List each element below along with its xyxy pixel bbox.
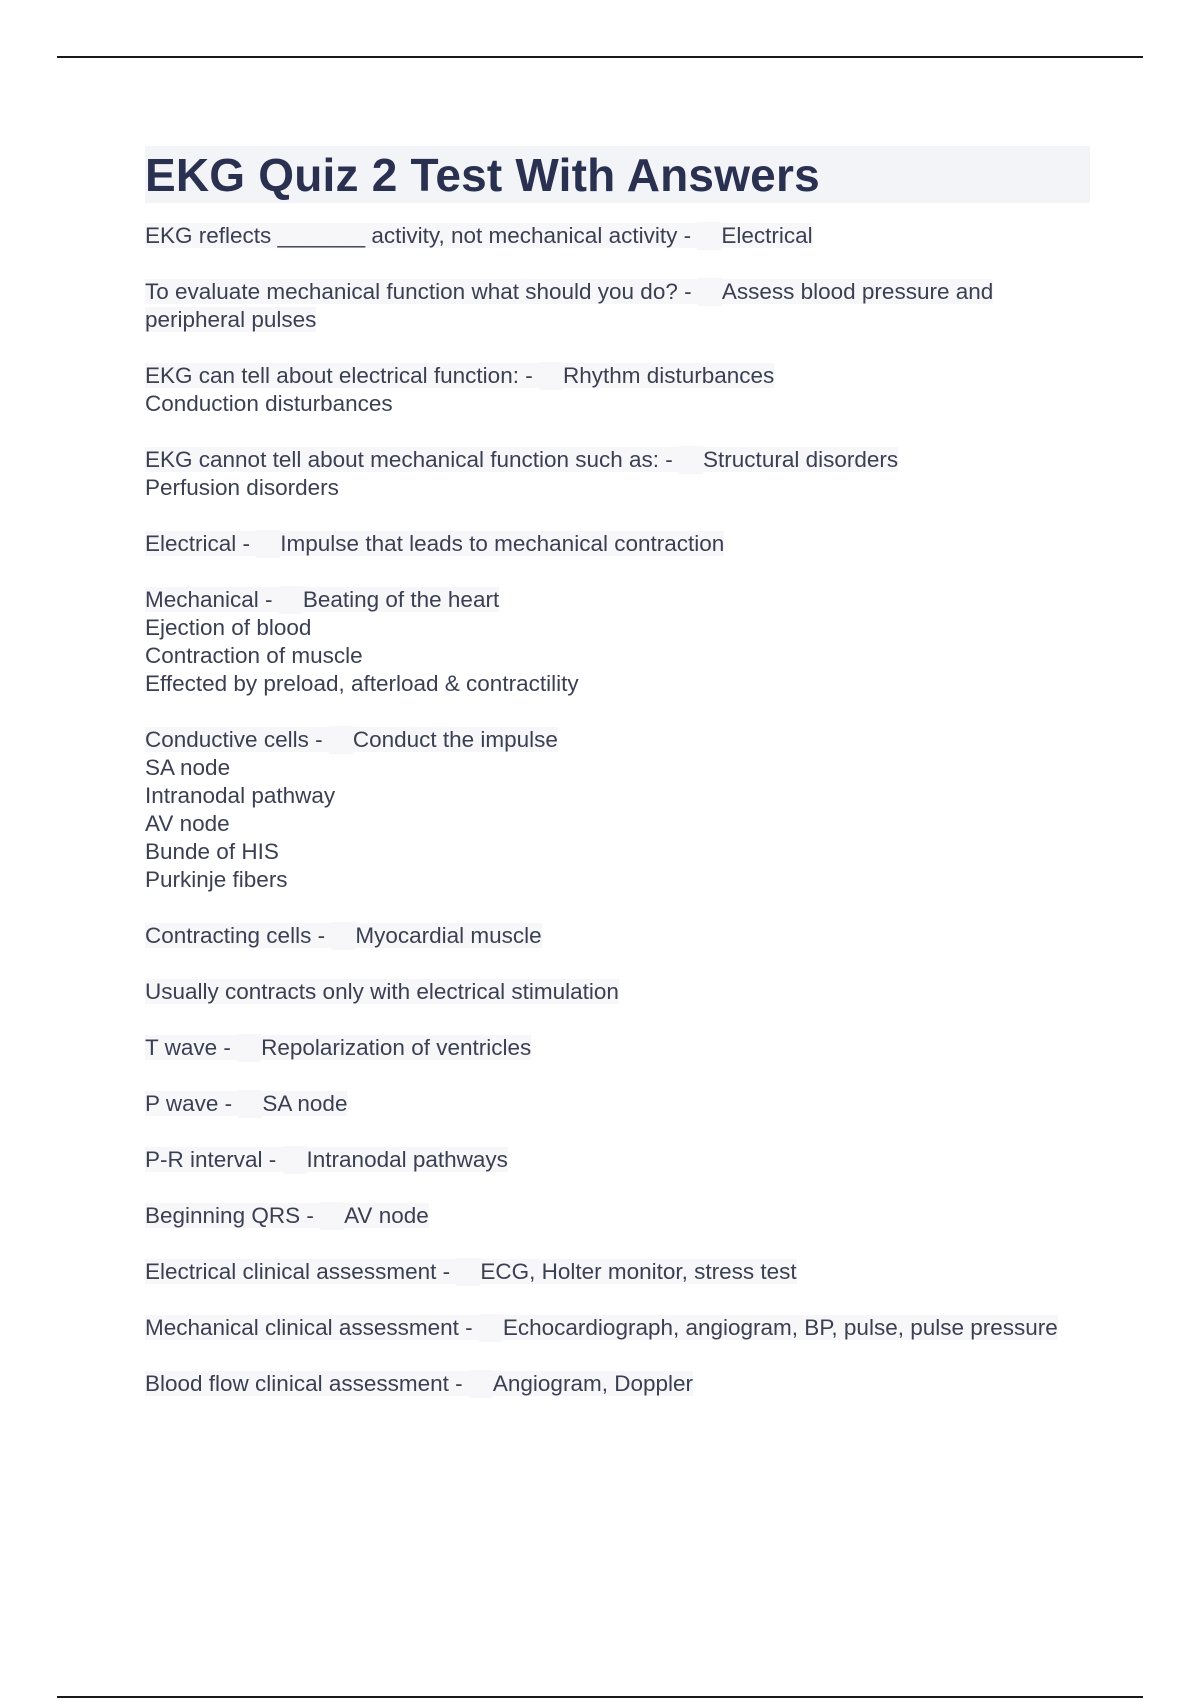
- answer-separator: [698, 278, 722, 306]
- question-text: Electrical -: [145, 531, 257, 556]
- answer-line: Purkinje fibers: [145, 867, 288, 892]
- title-bar: [145, 146, 1090, 203]
- question-text: Contracting cells -: [145, 923, 332, 948]
- qa-item: [145, 278, 1090, 334]
- answer-separator: [331, 922, 355, 950]
- qa-item: [145, 1370, 1090, 1398]
- answer-separator: [238, 1090, 262, 1118]
- answer-separator: [697, 222, 721, 250]
- document-body: [145, 146, 1090, 1426]
- question-text: Electrical clinical assessment -: [145, 1259, 457, 1284]
- qa-item: [145, 978, 1090, 1006]
- answer-text: AV node: [344, 1203, 429, 1228]
- answer-line: Conduction disturbances: [145, 391, 393, 416]
- top-rule: [57, 56, 1143, 58]
- answer-text: Rhythm disturbances: [562, 363, 775, 388]
- qa-item: [145, 922, 1090, 950]
- question-text: Usually contracts only with electrical stimulation: [145, 979, 619, 1004]
- answer-text: Impulse that leads to mechanical contraction: [280, 531, 725, 556]
- qa-item: [145, 1314, 1090, 1342]
- answer-separator: [256, 530, 280, 558]
- question-text: To evaluate mechanical function what should you do? -: [145, 279, 698, 304]
- question-text: Mechanical -: [145, 587, 279, 612]
- question-text: Conductive cells -: [145, 727, 329, 752]
- answer-text: Angiogram, Doppler: [492, 1371, 693, 1396]
- answer-separator: [456, 1258, 480, 1286]
- answer-text: Conduct the impulse: [352, 727, 558, 752]
- question-text: Blood flow clinical assessment -: [145, 1371, 469, 1396]
- answer-text: Echocardiograph, angiogram, BP, pulse, pulse pressure: [502, 1315, 1058, 1340]
- answer-text: Assess blood pressure and peripheral pulses: [145, 279, 994, 332]
- answer-separator: [329, 726, 353, 754]
- question-text: P wave -: [145, 1091, 239, 1116]
- qa-item: [145, 1258, 1090, 1286]
- bottom-rule: [57, 1696, 1143, 1698]
- question-text: Mechanical clinical assessment -: [145, 1315, 479, 1340]
- answer-text: Intranodal pathways: [306, 1147, 508, 1172]
- answer-line: Ejection of blood: [145, 615, 312, 640]
- document-title: EKG Quiz 2 Test With Answers: [145, 148, 820, 201]
- answer-separator: [283, 1146, 307, 1174]
- qa-item: [145, 362, 1090, 418]
- qa-item: [145, 1202, 1090, 1230]
- answer-text: Repolarization of ventricles: [261, 1035, 532, 1060]
- answer-line: Intranodal pathway: [145, 783, 336, 808]
- answer-text: SA node: [262, 1091, 348, 1116]
- answer-text: Structural disorders: [703, 447, 899, 472]
- answer-text: Electrical: [721, 223, 813, 248]
- question-text: P-R interval -: [145, 1147, 283, 1172]
- question-text: Beginning QRS -: [145, 1203, 321, 1228]
- answer-separator: [469, 1370, 493, 1398]
- answer-separator: [279, 586, 303, 614]
- qa-item: [145, 446, 1090, 502]
- answer-line: SA node: [145, 755, 231, 780]
- qa-item: [145, 586, 1090, 698]
- answer-separator: [320, 1202, 344, 1230]
- qa-list: [145, 222, 1090, 1398]
- answer-separator: [479, 1314, 503, 1342]
- answer-separator: [679, 446, 703, 474]
- question-text: EKG cannot tell about mechanical function such as: -: [145, 447, 680, 472]
- answer-line: Effected by preload, afterload & contractility: [145, 671, 579, 696]
- answer-line: AV node: [145, 811, 230, 836]
- question-text: EKG can tell about electrical function: -: [145, 363, 539, 388]
- answer-line: Contraction of muscle: [145, 643, 363, 668]
- qa-item: [145, 530, 1090, 558]
- qa-item: [145, 222, 1090, 250]
- answer-line: Bunde of HIS: [145, 839, 279, 864]
- answer-text: ECG, Holter monitor, stress test: [480, 1259, 797, 1284]
- qa-item: [145, 1090, 1090, 1118]
- question-text: EKG reflects _______ activity, not mechanical activity -: [145, 223, 698, 248]
- qa-item: [145, 726, 1090, 894]
- answer-line: Perfusion disorders: [145, 475, 339, 500]
- answer-separator: [539, 362, 563, 390]
- qa-item: [145, 1146, 1090, 1174]
- answer-separator: [237, 1034, 261, 1062]
- question-text: T wave -: [145, 1035, 238, 1060]
- answer-text: Myocardial muscle: [355, 923, 542, 948]
- qa-item: [145, 1034, 1090, 1062]
- answer-text: Beating of the heart: [302, 587, 500, 612]
